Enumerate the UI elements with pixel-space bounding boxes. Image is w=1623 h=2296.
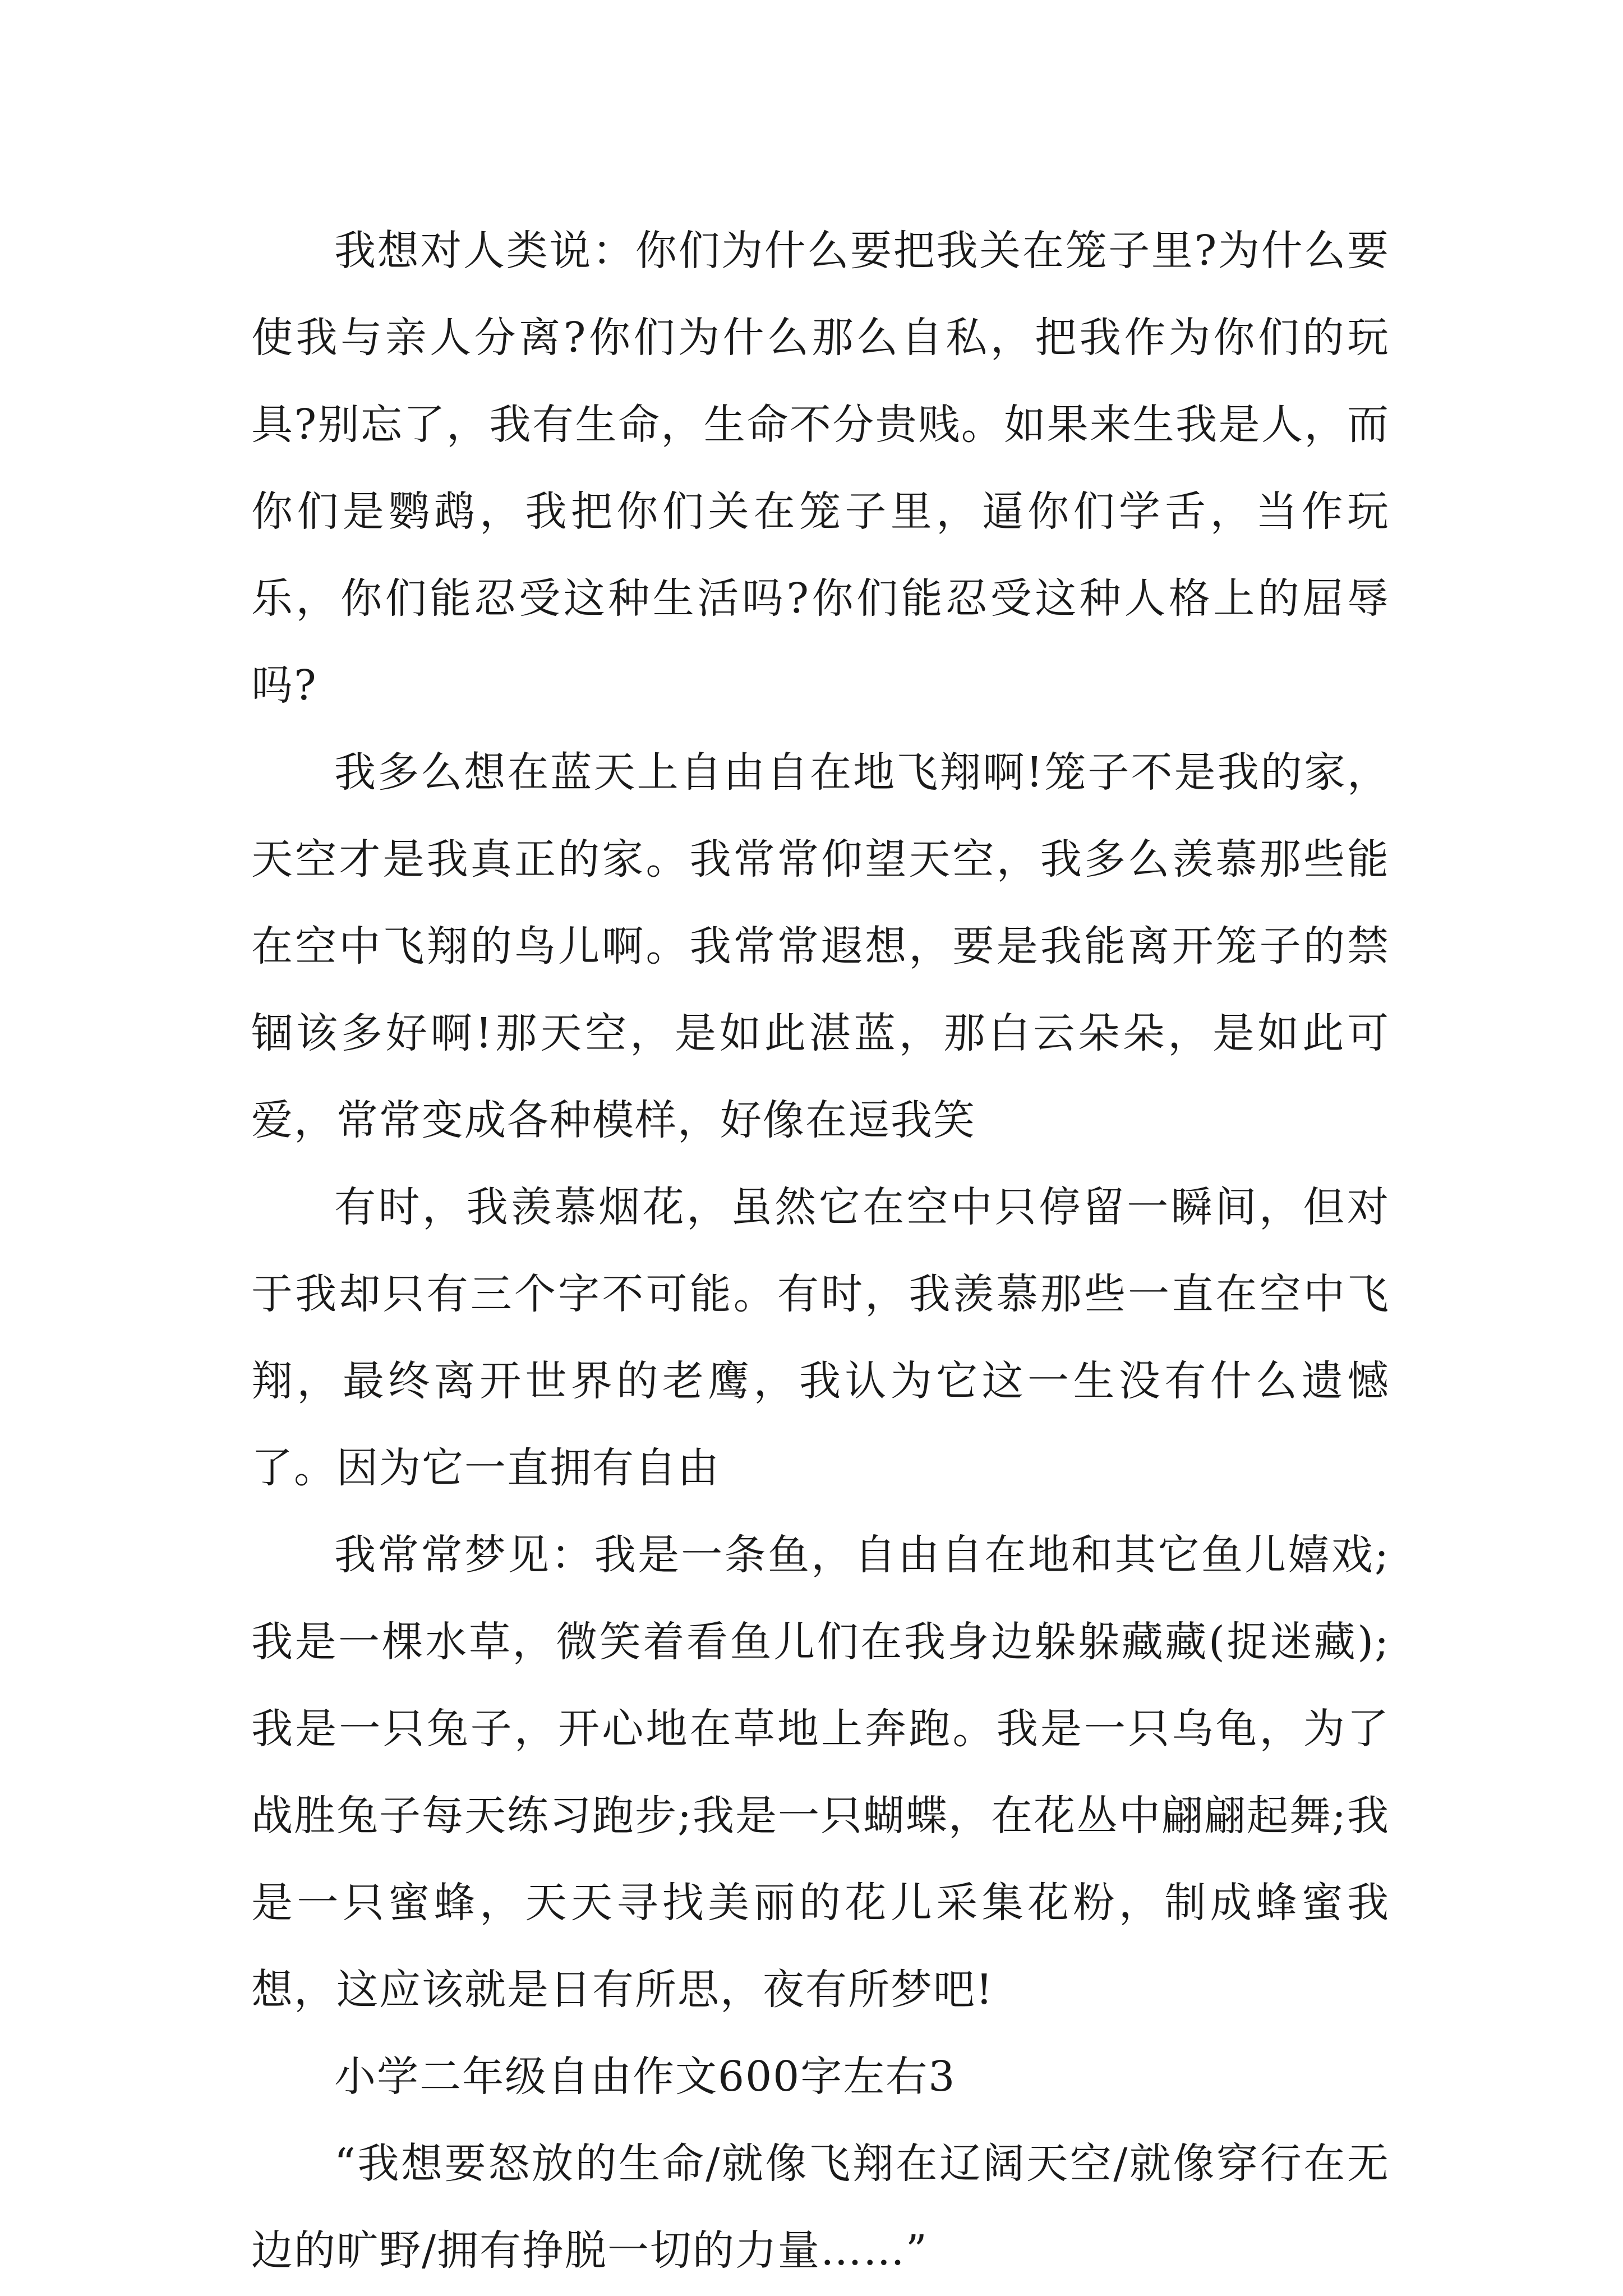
paragraph-1: 我想对人类说：你们为什么要把我关在笼子里?为什么要使我与亲人分离?你们为什么那么自私，把我作为你们的玩具?别忘了，我有生命，生命不分贵贱。如果来生我是人，而你们是鹦鹉，我把你们关在笼子里，逼你们学舌，当作玩乐，你们能忍受这种生活吗?你们能忍受这种人格上的屈辱吗?: [251, 227, 1390, 710]
section-heading: 小学二年级自由作文600字左右3: [334, 2053, 956, 2101]
paragraph-2: 我多么想在蓝天上自由自在地飞翔啊!笼子不是我的家，天空才是我真正的家。我常常仰望天空，我多么羡慕那些能在空中飞翔的鸟儿啊。我常常遐想，要是我能离开笼子的禁锢该多好啊!那天空，是如此湛蓝，那白云朵朵，是如此可爱，常常变成各种模样，好像在逗我笑: [251, 748, 1390, 1144]
paragraph-3: 有时，我羡慕烟花，虽然它在空中只停留一瞬间，但对于我却只有三个字不可能。有时，我羡慕那些一直在空中飞翔，最终离开世界的老鹰，我认为它这一生没有什么遗憾了。因为它一直拥有自由: [251, 1183, 1390, 1492]
paragraph-5: “我想要怒放的生命/就像飞翔在辽阔天空/就像穿行在无边的旷野/拥有挣脱一切的力量……”: [251, 2139, 1390, 2275]
paragraph-4: 我常常梦见：我是一条鱼，自由自在地和其它鱼儿嬉戏;我是一棵水草，微笑着看鱼儿们在我身边躲躲藏藏(捉迷藏);我是一只兔子，开心地在草地上奔跑。我是一只乌龟，为了战胜兔子每天练习跑步;我是一只蝴蝶，在花丛中翩翩起舞;我是一只蜜蜂，天天寻找美丽的花儿采集花粉，制成蜂蜜我想，这应该就是日有所思，夜有所梦吧!: [251, 1531, 1390, 2014]
document-body: [251, 208, 1390, 2294]
